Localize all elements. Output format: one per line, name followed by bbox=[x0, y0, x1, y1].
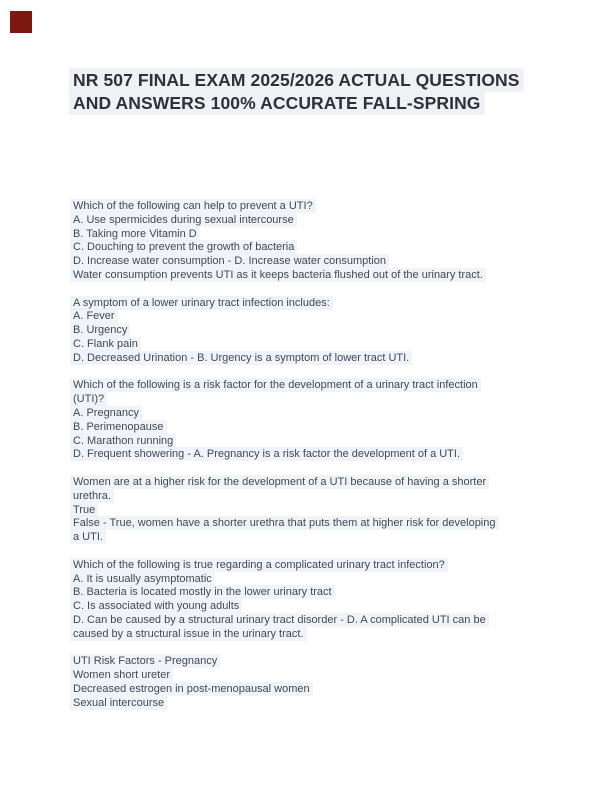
text-line bbox=[73, 669, 553, 683]
text-line bbox=[73, 269, 553, 283]
text-line-highlight: D. Can be caused by a structural urinary tract disorder - D. A complicated UTI can be bbox=[70, 613, 489, 627]
title-line-2 bbox=[73, 92, 520, 115]
text-line-highlight: C. Douching to prevent the growth of bacteria bbox=[70, 240, 297, 254]
text-line bbox=[73, 490, 553, 504]
qa-block bbox=[73, 379, 553, 462]
text-line bbox=[73, 241, 553, 255]
text-line-highlight: C. Is associated with young adults bbox=[70, 599, 242, 613]
text-line-highlight: A symptom of a lower urinary tract infection includes: bbox=[70, 296, 333, 310]
text-line bbox=[73, 655, 553, 669]
corner-logo-square bbox=[10, 11, 32, 33]
qa-block bbox=[73, 655, 553, 710]
qa-block bbox=[73, 297, 553, 366]
text-line-highlight: Which of the following is a risk factor for the development of a urinary tract infection bbox=[70, 378, 481, 392]
text-line-highlight: B. Urgency bbox=[70, 323, 130, 337]
text-line-highlight: A. It is usually asymptomatic bbox=[70, 572, 215, 586]
text-line-highlight: Women are at a higher risk for the development of a UTI because of having a shorter bbox=[70, 475, 489, 489]
text-line-highlight: Sexual intercourse bbox=[70, 696, 167, 710]
text-line bbox=[73, 559, 553, 573]
text-line-highlight: Women short ureter bbox=[70, 668, 173, 682]
text-line bbox=[73, 628, 553, 642]
qa-block bbox=[73, 476, 553, 545]
text-line bbox=[73, 614, 553, 628]
page-body bbox=[73, 200, 553, 710]
text-line bbox=[73, 214, 553, 228]
text-line bbox=[73, 435, 553, 449]
text-line-highlight: D. Decreased Urination - B. Urgency is a symptom of lower tract UTI. bbox=[70, 351, 412, 365]
text-line bbox=[73, 683, 553, 697]
text-line bbox=[73, 600, 553, 614]
text-line-highlight: D. Frequent showering - A. Pregnancy is a risk factor the development of a UTI. bbox=[70, 447, 463, 461]
text-line-highlight: A. Pregnancy bbox=[70, 406, 142, 420]
text-line-highlight: B. Perimenopause bbox=[70, 420, 167, 434]
text-line-highlight: UTI Risk Factors - Pregnancy bbox=[70, 654, 220, 668]
text-line bbox=[73, 586, 553, 600]
text-line-highlight: (UTI)? bbox=[70, 392, 107, 406]
text-line bbox=[73, 297, 553, 311]
text-line bbox=[73, 338, 553, 352]
text-line-highlight: D. Increase water consumption - D. Increase water consumption bbox=[70, 254, 389, 268]
text-line bbox=[73, 379, 553, 393]
text-line bbox=[73, 407, 553, 421]
text-line-highlight: urethra. bbox=[70, 489, 114, 503]
text-line-highlight: B. Taking more Vitamin D bbox=[70, 227, 200, 241]
text-line-highlight: C. Marathon running bbox=[70, 434, 176, 448]
text-line-highlight: False - True, women have a shorter urethra that puts them at higher risk for developing bbox=[70, 516, 499, 530]
text-line bbox=[73, 352, 553, 366]
text-line-highlight: Decreased estrogen in post-menopausal women bbox=[70, 682, 313, 696]
text-line bbox=[73, 200, 553, 214]
text-line bbox=[73, 476, 553, 490]
text-line-highlight: B. Bacteria is located mostly in the lower urinary tract bbox=[70, 585, 335, 599]
text-line-highlight: A. Use spermicides during sexual intercourse bbox=[70, 213, 297, 227]
text-line-highlight: a UTI. bbox=[70, 530, 106, 544]
qa-block bbox=[73, 559, 553, 642]
text-line bbox=[73, 324, 553, 338]
title-line-1 bbox=[73, 69, 520, 92]
text-line bbox=[73, 517, 553, 531]
text-line bbox=[73, 448, 553, 462]
text-line bbox=[73, 421, 553, 435]
text-line-highlight: A. Fever bbox=[70, 309, 118, 323]
text-line bbox=[73, 255, 553, 269]
text-line-highlight: Water consumption prevents UTI as it keeps bacteria flushed out of the urinary tract. bbox=[70, 268, 486, 282]
text-line-highlight: Which of the following is true regarding a complicated urinary tract infection? bbox=[70, 558, 448, 572]
text-line bbox=[73, 531, 553, 545]
title-line-1-text: NR 507 FINAL EXAM 2025/2026 ACTUAL QUESTIONS bbox=[69, 68, 524, 92]
document-title bbox=[73, 69, 520, 115]
title-line-2-text: AND ANSWERS 100% ACCURATE FALL-SPRING bbox=[69, 91, 485, 115]
qa-block bbox=[73, 200, 553, 283]
text-line-highlight: Which of the following can help to prevent a UTI? bbox=[70, 199, 316, 213]
text-line bbox=[73, 310, 553, 324]
text-line bbox=[73, 393, 553, 407]
text-line bbox=[73, 573, 553, 587]
text-line-highlight: True bbox=[70, 503, 98, 517]
text-line bbox=[73, 504, 553, 518]
text-line bbox=[73, 697, 553, 711]
text-line-highlight: C. Flank pain bbox=[70, 337, 141, 351]
text-line bbox=[73, 228, 553, 242]
text-line-highlight: caused by a structural issue in the urinary tract. bbox=[70, 627, 307, 641]
